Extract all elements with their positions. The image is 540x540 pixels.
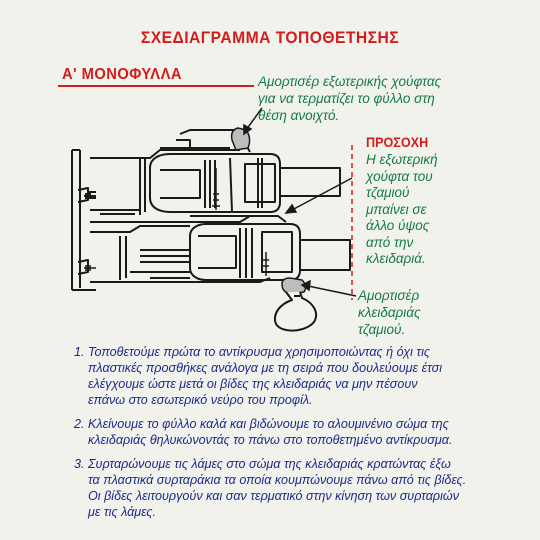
step-line: κλειδαριάς θηλυκώνοντάς το πάνω στο τοποθετημένο αντίκρυσμα. xyxy=(88,433,453,447)
instruction-step xyxy=(74,416,514,448)
section-subtitle: Α' ΜΟΝΟΦΥΛΛΑ xyxy=(62,66,182,83)
handle-knob xyxy=(275,292,316,331)
note-top-line: Αμορτισέρ εξωτερικής χούφτας xyxy=(258,74,442,89)
instruction-list xyxy=(74,344,514,528)
step-line: Συρταρώνουμε τις λάμες στο σώμα της κλειδαριάς κρατώντας έξω xyxy=(88,457,451,471)
note-bottom-line: τζαμιού. xyxy=(358,322,406,337)
note-bottom-line: κλειδαριάς xyxy=(358,305,421,320)
step-number: 1. xyxy=(74,345,85,359)
step-line: Κλείνουμε το φύλλο καλά και βιδώνουμε το αλουμινένιο σώμα της xyxy=(88,417,449,431)
warning-line: χούφτα του xyxy=(366,168,433,184)
screw-icon xyxy=(212,168,220,210)
upper-door-stub xyxy=(280,168,340,196)
note-bottom-line: Αμορτισέρ xyxy=(358,288,420,303)
arrow-head-icon xyxy=(286,205,296,213)
page-title: ΣΧΕΔΙΑΓΡΑΜΜΑ ΤΟΠΟΘΕΤΗΣΗΣ xyxy=(140,28,400,47)
warning-line: κλειδαριά. xyxy=(366,251,426,266)
warning-title: ΠΡΟΣΟΧΗ xyxy=(366,134,429,150)
warning-line: Η εξωτερική xyxy=(366,152,438,167)
instruction-step xyxy=(74,456,514,520)
step-line: ελέγχουμε ώστε μετά οι βίδες της κλειδαριάς να μην πέσουν xyxy=(88,377,418,391)
note-top-line: θέση ανοιχτό. xyxy=(258,108,340,123)
lower-gasket xyxy=(282,278,306,294)
upper-profile xyxy=(90,130,280,222)
warning-line: τζαμιού xyxy=(366,185,410,200)
step-line: Οι βίδες λειτουργούν και σαν τερματικό στην κίνηση των συρταριών xyxy=(88,489,459,503)
warning-line: από την xyxy=(366,234,414,250)
step-line: πλαστικές προσθήκες ανάλογα με τη σειρά που δουλεύουμε έτσι xyxy=(88,361,443,375)
warning-line: άλλο ύψος xyxy=(366,218,430,233)
step-line: τα πλαστικά συρταράκια τα οποία κουμπώνουμε πάνω από τις βίδες. xyxy=(88,473,467,487)
note-top-line: για να τερματίζει το φύλλο στη xyxy=(258,91,435,106)
step-number: 2. xyxy=(74,417,85,431)
frame-left-upper xyxy=(72,150,96,215)
instruction-step xyxy=(74,344,514,408)
step-line: επάνω στο εσωτερικό νεύρο του προφίλ. xyxy=(88,393,313,407)
step-line: Τοποθετούμε πρώτα το αντίκρυσμα χρησιμοποιώντας ή όχι τις xyxy=(88,345,431,359)
step-line: με τις λάμες. xyxy=(88,505,156,519)
warning-line: μπαίνει σε xyxy=(366,201,427,217)
step-number: 3. xyxy=(74,457,85,471)
